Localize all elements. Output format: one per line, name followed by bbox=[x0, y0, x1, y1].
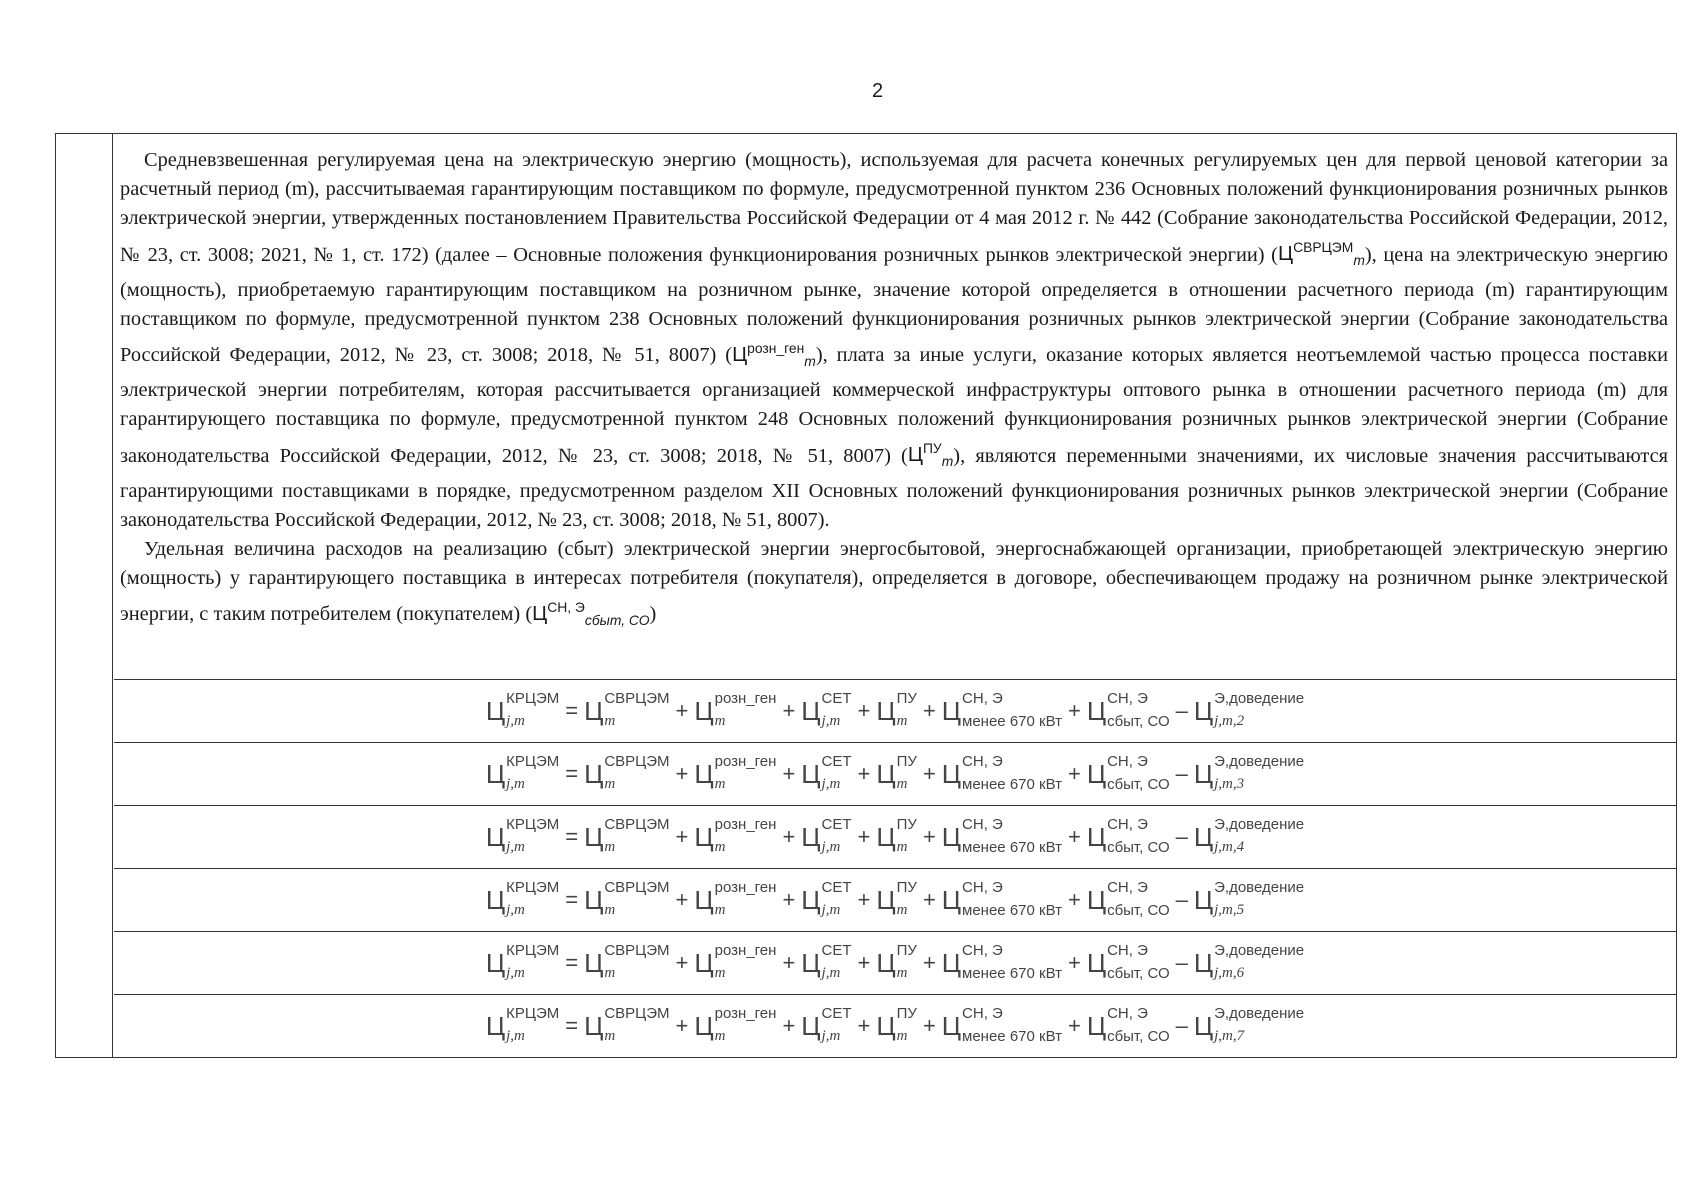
term-sn-sbyt: Ц СН, Э сбыт, СО bbox=[1086, 942, 1170, 982]
term-set: Ц СЕТ j,m bbox=[801, 690, 852, 729]
plus-sign: + bbox=[922, 887, 936, 912]
plus-sign: + bbox=[857, 1013, 871, 1038]
plus-sign: + bbox=[922, 824, 936, 849]
term-set: Ц СЕТ j,m bbox=[801, 879, 852, 918]
plus-sign: + bbox=[857, 950, 871, 975]
minus-sign: – bbox=[1175, 698, 1188, 723]
formula-row bbox=[114, 931, 1676, 994]
table-left-column bbox=[56, 134, 113, 1057]
equals-sign: = bbox=[565, 761, 579, 786]
equals-sign: = bbox=[565, 1013, 579, 1038]
term-sn-670: Ц СН, Э менее 670 кВт bbox=[941, 753, 1062, 793]
plus-sign: + bbox=[922, 950, 936, 975]
term-pu: Ц ПУ m bbox=[876, 753, 917, 792]
term-svrcem: Ц СВРЦЭМ m bbox=[584, 1005, 670, 1044]
plus-sign: + bbox=[857, 887, 871, 912]
term-pu: Ц ПУ m bbox=[876, 690, 917, 729]
term-pu: Ц ПУ m bbox=[876, 942, 917, 981]
formula-row bbox=[114, 805, 1676, 868]
term-rozn-gen: Ц розн_ген m bbox=[694, 816, 777, 855]
term-pu: Ц ПУ m bbox=[876, 816, 917, 855]
plus-sign: + bbox=[922, 1013, 936, 1038]
plus-sign: + bbox=[1067, 698, 1081, 723]
term-svrcem: Ц СВРЦЭМ m bbox=[584, 816, 670, 855]
term-sn-sbyt: Ц СН, Э сбыт, СО bbox=[1086, 690, 1170, 730]
term-set: Ц СЕТ j,m bbox=[801, 942, 852, 981]
term-set: Ц СЕТ j,m bbox=[801, 1005, 852, 1044]
term-dovedenie: Ц Э,доведение j,m,5 bbox=[1193, 879, 1305, 918]
plus-sign: + bbox=[675, 950, 689, 975]
term-rozn-gen: Ц розн_ген m bbox=[694, 942, 777, 981]
formula-row bbox=[114, 742, 1676, 805]
plus-sign: + bbox=[782, 887, 796, 912]
term-sn-670: Ц СН, Э менее 670 кВт bbox=[941, 816, 1062, 856]
equals-sign: = bbox=[565, 824, 579, 849]
plus-sign: + bbox=[675, 698, 689, 723]
term-set: Ц СЕТ j,m bbox=[801, 816, 852, 855]
term-rozn-gen: Ц розн_ген m bbox=[694, 1005, 777, 1044]
minus-sign: – bbox=[1175, 824, 1188, 849]
term-dovedenie: Ц Э,доведение j,m,7 bbox=[1193, 1005, 1305, 1044]
lhs-term: Ц КРЦЭМ j,m bbox=[485, 690, 560, 729]
formula-row bbox=[114, 868, 1676, 931]
term-dovedenie: Ц Э,доведение j,m,3 bbox=[1193, 753, 1305, 792]
term-sn-sbyt: Ц СН, Э сбыт, СО bbox=[1086, 753, 1170, 793]
lhs-term: Ц КРЦЭМ j,m bbox=[485, 753, 560, 792]
plus-sign: + bbox=[782, 950, 796, 975]
paragraph-variable-prices: Средневзвешенная регулируемая цена на электрическую энергию (мощность), используемая для расчета конечных регулируемых цен для первой ценовой категории за расчетный период (m), рассчитываемая гарантирующим поставщиком по формуле, предусмотренной пунктом 236 Основных положений функционирования розничных рынков электрической энергии, утвержденных постановлением Правительства Российской Федерации от 4 мая 2012 г. № 442 (Собрание законодательства Российской Федерации, 2012, № 23, ст. 3008; 2021, № 1, ст. 172) (далее – Основные положения функционирования розничных рынков электрической энергии) $(Ц^{СВРЦЭМ}_m)$, цена на электрическую энергию (мощность), приобретаемую гарантирующим поставщиком на розничном рынке, значение которой определяется в отношении расчетного периода (m) гарантирующим поставщиком по формуле, предусмотренной пунктом 238 Основных положений функционирования розничных рынков электрической энергии (Собрание законодательства Российской Федерации, 2012, № 23, ст. 3008; 2018, № 51, 8007) $(Ц^{розн\_ген}_m)$, плата за иные услуги, оказание которых является неотъемлемой частью процесса поставки электрической энергии потребителям, которая рассчитывается организацией коммерческой инфраструктуры оптового рынка в отношении расчетного периода (m) для гарантирующего поставщика по формуле, предусмотренной пунктом 248 Основных положений функционирования розничных рынков электрической энергии (Собрание законодательства Российской Федерации, 2012, № 23, ст. 3008; 2018, № 51, 8007) $(Ц^{ПУ}_m)$, являются переменными значениями, их числовые значения рассчитываются гарантирующими поставщиками в порядке, предусмотренном разделом XII Основных положений функционирования розничных рынков электрической энергии (Собрание законодательства Российской Федерации, 2012, № 23, ст. 3008; 2018, № 51, 8007). bbox=[120, 149, 1668, 531]
plus-sign: + bbox=[782, 824, 796, 849]
term-svrcem: Ц СВРЦЭМ m bbox=[584, 942, 670, 981]
term-sn-670: Ц СН, Э менее 670 кВт bbox=[941, 690, 1062, 730]
paragraph-sales-costs: Удельная величина расходов на реализацию (сбыт) электрической энергии энергосбытовой, энергоснабжающей организации, приобретающей электрическую энергию (мощность) у гарантирующего поставщика в интересах потребителя (покупателя), определяется в договоре, обеспечивающем продажу на розничном рынке электрической энергии, с таким потребителем (покупателем) $(Ц^{СН, Э}_{сбыт, СО})$ bbox=[120, 538, 1668, 629]
equals-sign: = bbox=[565, 950, 579, 975]
plus-sign: + bbox=[675, 887, 689, 912]
term-svrcem: Ц СВРЦЭМ m bbox=[584, 690, 670, 729]
term-svrcem: Ц СВРЦЭМ m bbox=[584, 879, 670, 918]
minus-sign: – bbox=[1175, 887, 1188, 912]
plus-sign: + bbox=[675, 824, 689, 849]
plus-sign: + bbox=[857, 698, 871, 723]
description-cell bbox=[114, 134, 1676, 679]
minus-sign: – bbox=[1175, 761, 1188, 786]
lhs-term: Ц КРЦЭМ j,m bbox=[485, 942, 560, 981]
formula-rows bbox=[114, 679, 1676, 1057]
symbol-pu: $Ц^{ПУ}_m$ bbox=[907, 440, 954, 470]
symbol-sn-sbyt: $Ц^{СН, Э}_{сбыт, СО}$ bbox=[532, 599, 650, 629]
plus-sign: + bbox=[782, 1013, 796, 1038]
formula-row bbox=[114, 679, 1676, 742]
minus-sign: – bbox=[1175, 1013, 1188, 1038]
term-rozn-gen: Ц розн_ген m bbox=[694, 690, 777, 729]
plus-sign: + bbox=[1067, 1013, 1081, 1038]
equals-sign: = bbox=[565, 698, 579, 723]
lhs-term: Ц КРЦЭМ j,m bbox=[485, 879, 560, 918]
plus-sign: + bbox=[1067, 950, 1081, 975]
lhs-term: Ц КРЦЭМ j,m bbox=[485, 816, 560, 855]
plus-sign: + bbox=[782, 761, 796, 786]
plus-sign: + bbox=[1067, 887, 1081, 912]
plus-sign: + bbox=[922, 698, 936, 723]
plus-sign: + bbox=[782, 698, 796, 723]
plus-sign: + bbox=[857, 761, 871, 786]
term-sn-670: Ц СН, Э менее 670 кВт bbox=[941, 1005, 1062, 1045]
term-sn-sbyt: Ц СН, Э сбыт, СО bbox=[1086, 816, 1170, 856]
symbol-rozn-gen: $Ц^{розн\_ген}_m$ bbox=[732, 340, 816, 369]
term-set: Ц СЕТ j,m bbox=[801, 753, 852, 792]
plus-sign: + bbox=[1067, 761, 1081, 786]
term-dovedenie: Ц Э,доведение j,m,2 bbox=[1193, 690, 1305, 729]
plus-sign: + bbox=[922, 761, 936, 786]
term-sn-sbyt: Ц СН, Э сбыт, СО bbox=[1086, 1005, 1170, 1045]
page-number: 2 bbox=[871, 80, 884, 102]
term-pu: Ц ПУ m bbox=[876, 879, 917, 918]
minus-sign: – bbox=[1175, 950, 1188, 975]
equals-sign: = bbox=[565, 887, 579, 912]
term-pu: Ц ПУ m bbox=[876, 1005, 917, 1044]
term-dovedenie: Ц Э,доведение j,m,4 bbox=[1193, 816, 1305, 855]
term-sn-670: Ц СН, Э менее 670 кВт bbox=[941, 879, 1062, 919]
symbol-svrcem: $Ц^{СВРЦЭМ}_m$ bbox=[1277, 239, 1365, 269]
plus-sign: + bbox=[675, 761, 689, 786]
plus-sign: + bbox=[675, 1013, 689, 1038]
term-sn-670: Ц СН, Э менее 670 кВт bbox=[941, 942, 1062, 982]
term-svrcem: Ц СВРЦЭМ m bbox=[584, 753, 670, 792]
term-rozn-gen: Ц розн_ген m bbox=[694, 753, 777, 792]
term-dovedenie: Ц Э,доведение j,m,6 bbox=[1193, 942, 1305, 981]
term-rozn-gen: Ц розн_ген m bbox=[694, 879, 777, 918]
tariff-table bbox=[55, 133, 1677, 1058]
plus-sign: + bbox=[857, 824, 871, 849]
term-sn-sbyt: Ц СН, Э сбыт, СО bbox=[1086, 879, 1170, 919]
plus-sign: + bbox=[1067, 824, 1081, 849]
lhs-term: Ц КРЦЭМ j,m bbox=[485, 1005, 560, 1044]
formula-row bbox=[114, 994, 1676, 1057]
